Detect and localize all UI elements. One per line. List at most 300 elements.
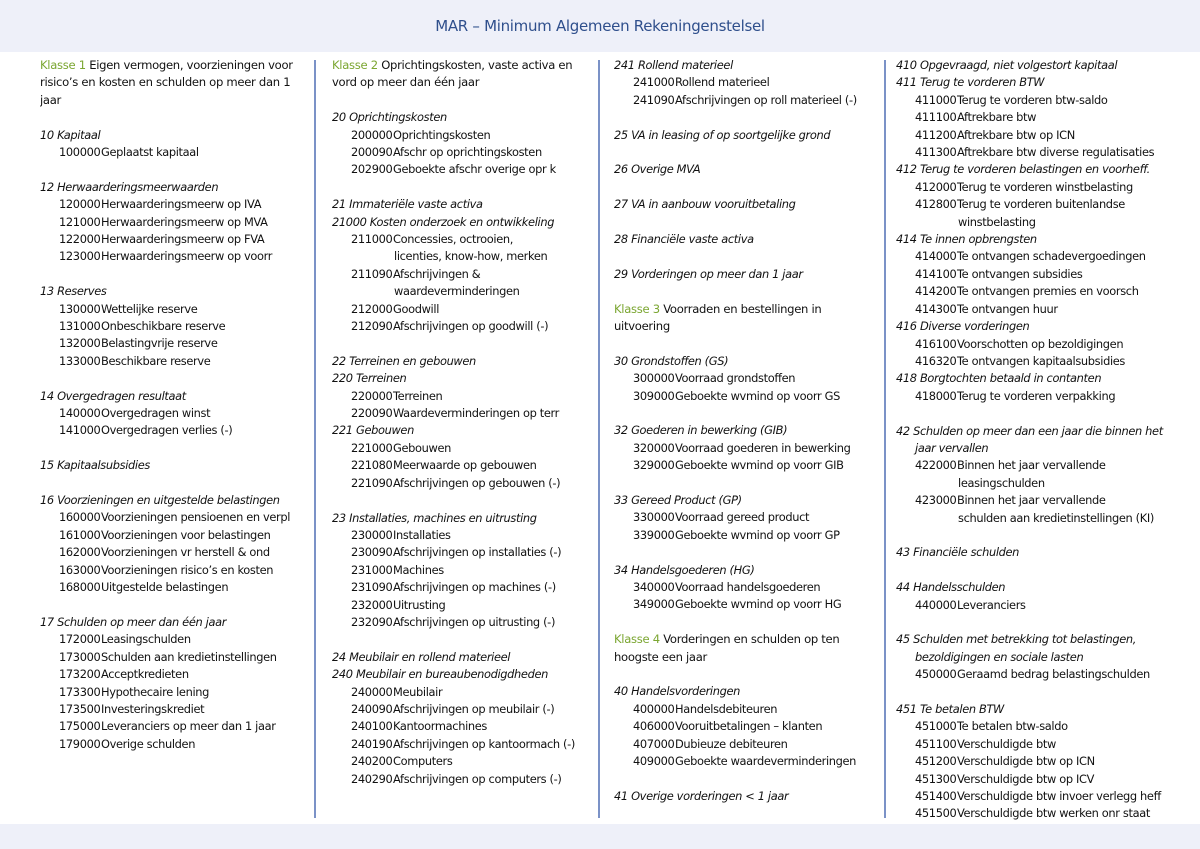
account-code: 212000: [351, 301, 393, 316]
account-row: [332, 144, 588, 161]
account-code: 414100: [915, 266, 957, 281]
klasse-title: Vorderingen en schulden op ten hoogste een jaar: [614, 632, 840, 664]
account-row: [332, 161, 588, 178]
account-row: [614, 718, 880, 735]
account-name: Binnen het jaar vervallende: [957, 493, 1106, 508]
group-heading: 32 Goederen in bewerking (GIB): [614, 423, 788, 438]
account-name: Vooruitbetalingen – klanten: [675, 719, 823, 734]
account-name: Afschrijvingen op roll materieel (-): [675, 92, 857, 107]
account-code: 230000: [351, 527, 393, 542]
account-row: [614, 457, 880, 474]
account-row: [40, 335, 302, 352]
account-name: Uitrusting: [393, 597, 446, 612]
account-row: [332, 388, 588, 405]
account-row: [332, 718, 588, 735]
klasse-title: Voorraden en bestellingen in uitvoering: [614, 301, 822, 333]
account-code: 172000: [59, 632, 101, 647]
group-heading: 23 Installaties, machines en uitrusting: [332, 510, 537, 525]
account-row: [40, 248, 302, 265]
account-name: Kantoormachines: [393, 719, 487, 734]
spacer: [614, 179, 880, 196]
account-name: Voorraad grondstoffen: [675, 371, 796, 386]
group-heading: 16 Voorzieningen en uitgestelde belastingen: [40, 493, 280, 508]
account-code: 416100: [915, 336, 957, 351]
account-row: [896, 805, 1186, 822]
account-row: [896, 336, 1186, 353]
account-row: [614, 596, 880, 613]
account-row: [332, 771, 588, 788]
account-code: 230090: [351, 545, 393, 560]
page-footer: [0, 824, 1200, 849]
account-row: [896, 736, 1186, 753]
account-code: 161000: [59, 527, 101, 542]
account-row: [896, 266, 1186, 283]
klasse-heading: [614, 631, 880, 666]
account-name: Geboekte wvmind op voorr GS: [675, 388, 841, 403]
account-name: Voorzieningen voor belastingen: [101, 527, 271, 542]
account-row: [40, 527, 302, 544]
account-name-continued-text: waardeverminderingen: [394, 284, 520, 299]
group-heading: 43 Financiële schulden: [896, 545, 1020, 560]
account-row: [614, 74, 880, 91]
account-name: Gebouwen: [393, 440, 451, 455]
spacer: [896, 614, 1186, 631]
account-name-continued: [332, 248, 588, 265]
group-heading: 29 Vorderingen op meer dan 1 jaar: [614, 266, 803, 281]
account-name: Afschrijvingen &: [393, 266, 481, 281]
account-code: 414200: [915, 284, 957, 299]
account-row: [896, 92, 1186, 109]
account-row: [614, 579, 880, 596]
account-row: [332, 684, 588, 701]
klasse-number: Klasse 1: [40, 58, 86, 72]
spacer: [40, 597, 302, 614]
account-name: Overgedragen winst: [101, 406, 211, 421]
account-code: 349000: [633, 597, 675, 612]
account-code: 141000: [59, 423, 101, 438]
group-heading: 41 Overige vorderingen < 1 jaar: [614, 788, 789, 803]
account-row: [332, 301, 588, 318]
account-code: 240200: [351, 754, 393, 769]
account-name: Herwaarderingsmeerw op FVA: [101, 232, 265, 247]
account-row: [40, 736, 302, 753]
account-name: Afschrijvingen op meubilair (-): [393, 701, 555, 716]
account-name: Goodwill: [393, 301, 440, 316]
account-name: Oprichtingskosten: [393, 127, 491, 142]
account-code: 240090: [351, 701, 393, 716]
account-name: Aftrekbare btw diverse regulatisaties: [957, 145, 1155, 160]
account-code: 451200: [915, 754, 957, 769]
group-heading: 42 Schulden op meer dan een jaar die binnen het: [896, 423, 1163, 438]
account-name: Voorraad handelsgoederen: [675, 580, 821, 595]
account-row: [40, 631, 302, 648]
account-name: Voorschotten op bezoldigingen: [957, 336, 1124, 351]
account-code: 232090: [351, 614, 393, 629]
account-name: Installaties: [393, 527, 451, 542]
account-name: Verschuldigde btw invoer verlegg heff: [957, 788, 1161, 803]
group-heading: 416 Diverse vorderingen: [896, 319, 1030, 334]
spacer: [40, 475, 302, 492]
spacer: [332, 335, 588, 352]
spacer: [896, 562, 1186, 579]
account-name: Te betalen btw-saldo: [957, 719, 1068, 734]
account-row: [332, 562, 588, 579]
group-heading: 12 Herwaarderingsmeerwaarden: [40, 179, 219, 194]
account-name: Afschrijvingen op goodwill (-): [393, 319, 549, 334]
account-name: Geraamd bedrag belastingschulden: [957, 667, 1150, 682]
account-row: [896, 283, 1186, 300]
account-name-continued-text: leasingschulden: [958, 475, 1045, 490]
account-code: 414000: [915, 249, 957, 264]
account-row: [896, 666, 1186, 683]
account-name: Voorraad goederen in bewerking: [675, 440, 851, 455]
page-title: MAR – Minimum Algemeen Rekeningenstelsel: [435, 17, 765, 35]
spacer: [40, 109, 302, 126]
group-heading: 24 Meubilair en rollend materieel: [332, 649, 511, 664]
account-row: [614, 527, 880, 544]
account-code: 211090: [351, 266, 393, 281]
account-row: [40, 196, 302, 213]
account-code: 409000: [633, 754, 675, 769]
account-code: 329000: [633, 458, 675, 473]
account-code: 422000: [915, 458, 957, 473]
group-heading: 14 Overgedragen resultaat: [40, 388, 186, 403]
column-klasse-4-vervolg: [896, 57, 1186, 822]
spacer: [40, 370, 302, 387]
account-name: Te ontvangen kapitaalsubsidies: [957, 353, 1126, 368]
account-row: [614, 370, 880, 387]
account-name: Concessies, octrooien,: [393, 232, 514, 247]
group-heading: 28 Financiële vaste activa: [614, 232, 754, 246]
account-row: [332, 614, 588, 631]
account-code: 211000: [351, 232, 393, 247]
account-row: [332, 579, 588, 596]
account-name: Leveranciers: [957, 597, 1026, 612]
account-code: 240190: [351, 736, 393, 751]
account-name: Voorzieningen risico’s en kosten: [101, 562, 274, 577]
account-name-continued: [896, 510, 1186, 527]
account-code: 163000: [59, 562, 101, 577]
group-heading: 240 Meubilair en bureaubenodigdheden: [332, 667, 548, 682]
group-heading: 21 Immateriële vaste activa: [332, 197, 483, 212]
account-code: 411300: [915, 145, 957, 160]
account-code: 241090: [633, 92, 675, 107]
account-code: 179000: [59, 736, 101, 751]
account-name: Geboekte wvmind op voorr GIB: [675, 458, 844, 473]
account-code: 130000: [59, 301, 101, 316]
account-row: [896, 353, 1186, 370]
spacer: [332, 92, 588, 109]
account-row: [40, 684, 302, 701]
account-row: [40, 544, 302, 561]
spacer: [332, 492, 588, 509]
account-code: 412800: [915, 197, 957, 212]
column-divider: [314, 60, 316, 818]
account-code: 418000: [915, 388, 957, 403]
spacer: [614, 770, 880, 787]
account-row: [896, 196, 1186, 213]
account-code: 220000: [351, 388, 393, 403]
spacer: [332, 179, 588, 196]
account-code: 330000: [633, 510, 675, 525]
group-heading: 412 Terug te vorderen belastingen en voorheff.: [896, 162, 1150, 177]
account-row: [332, 753, 588, 770]
group-heading: 30 Grondstoffen (GS): [614, 353, 729, 368]
account-code: 451400: [915, 788, 957, 803]
account-row: [40, 422, 302, 439]
account-code: 423000: [915, 493, 957, 508]
account-name: Overige schulden: [101, 736, 196, 751]
account-name-continued-text: schulden aan kredietinstellingen (KI): [958, 510, 1154, 525]
account-row: [896, 788, 1186, 805]
spacer: [896, 527, 1186, 544]
account-name: Herwaarderingsmeerw op MVA: [101, 214, 268, 229]
group-heading: 20 Oprichtingskosten: [332, 110, 447, 125]
account-name-continued: [896, 475, 1186, 492]
account-code: 221080: [351, 458, 393, 473]
klasse-title: Eigen vermogen, voorzieningen voor risico’s en kosten en schulden op meer dan 1 jaar: [40, 58, 293, 107]
account-code: 411000: [915, 92, 957, 107]
account-name: Afschrijvingen op gebouwen (-): [393, 475, 561, 490]
account-name: Leasingschulden: [101, 632, 191, 647]
account-row: [896, 597, 1186, 614]
account-code: 221090: [351, 475, 393, 490]
account-code: 241000: [633, 75, 675, 90]
account-name: Binnen het jaar vervallende: [957, 458, 1106, 473]
spacer: [614, 475, 880, 492]
account-name: Leveranciers op meer dan 1 jaar: [101, 719, 276, 734]
group-heading: 44 Handelsschulden: [896, 580, 1006, 595]
account-code: 168000: [59, 580, 101, 595]
account-name: Geplaatst kapitaal: [101, 145, 199, 160]
group-heading: 27 VA in aanbouw vooruitbetaling: [614, 197, 796, 212]
account-row: [40, 318, 302, 335]
group-heading: 418 Borgtochten betaald in contanten: [896, 371, 1102, 386]
account-row: [332, 475, 588, 492]
account-row: [896, 301, 1186, 318]
account-row: [332, 266, 588, 283]
account-row: [332, 736, 588, 753]
account-row: [614, 753, 880, 770]
spacer: [614, 214, 880, 231]
account-code: 120000: [59, 197, 101, 212]
account-row: [40, 405, 302, 422]
account-code: 221000: [351, 440, 393, 455]
account-code: 414300: [915, 301, 957, 316]
spacer: [614, 666, 880, 683]
account-row: [332, 597, 588, 614]
account-row: [614, 736, 880, 753]
group-heading: 241 Rollend materieel: [614, 58, 733, 72]
account-row: [896, 388, 1186, 405]
account-code: 407000: [633, 736, 675, 751]
account-row: [614, 388, 880, 405]
account-name: Afschrijvingen op uitrusting (-): [393, 614, 556, 629]
group-heading: 26 Overige MVA: [614, 162, 701, 177]
group-heading: 40 Handelsvorderingen: [614, 684, 741, 699]
account-code: 173000: [59, 649, 101, 664]
account-name: Te ontvangen premies en voorsch: [957, 284, 1139, 299]
account-row: [332, 405, 588, 422]
group-heading: 45 Schulden met betrekking tot belastingen,: [896, 632, 1137, 647]
account-name: Afschrijvingen op computers (-): [393, 771, 562, 786]
account-name: Overgedragen verlies (-): [101, 423, 233, 438]
account-code: 240000: [351, 684, 393, 699]
account-code: 320000: [633, 440, 675, 455]
account-name: Verschuldigde btw: [957, 736, 1056, 751]
group-heading: 13 Reserves: [40, 284, 107, 299]
group-heading: 22 Terreinen en gebouwen: [332, 353, 476, 368]
account-row: [896, 179, 1186, 196]
account-code: 406000: [633, 719, 675, 734]
account-name: Aftrekbare btw op ICN: [957, 127, 1075, 142]
account-name: Voorzieningen vr herstell & ond: [101, 545, 270, 560]
account-code: 173500: [59, 701, 101, 716]
account-code: 200000: [351, 127, 393, 142]
account-code: 440000: [915, 597, 957, 612]
spacer: [614, 544, 880, 561]
account-code: 140000: [59, 406, 101, 421]
account-row: [896, 771, 1186, 788]
account-name: Herwaarderingsmeerw op IVA: [101, 197, 262, 212]
account-code: 411100: [915, 110, 957, 125]
account-row: [40, 231, 302, 248]
account-code: 132000: [59, 336, 101, 351]
account-name: Acceptkredieten: [101, 667, 189, 682]
account-row: [896, 753, 1186, 770]
klasse-number: Klasse 3: [614, 301, 660, 316]
account-name: Voorzieningen pensioenen en verpl: [101, 510, 291, 525]
column-divider: [884, 60, 886, 818]
account-code: 300000: [633, 371, 675, 386]
account-code: 202900: [351, 162, 393, 177]
spacer: [614, 283, 880, 300]
group-heading: 33 Gereed Product (GP): [614, 493, 742, 508]
spacer: [614, 614, 880, 631]
account-code: 131000: [59, 319, 101, 334]
spacer: [614, 405, 880, 422]
account-row: [332, 318, 588, 335]
column-klasse-3-4: [614, 57, 880, 822]
account-row: [614, 440, 880, 457]
account-name: Schulden aan kredietinstellingen: [101, 649, 277, 664]
account-name: Voorraad gereed product: [675, 510, 810, 525]
account-name: Geboekte wvmind op voorr GP: [675, 527, 840, 542]
account-code: 231000: [351, 562, 393, 577]
spacer: [40, 266, 302, 283]
account-name: Afschrijvingen op machines (-): [393, 580, 556, 595]
account-code: 173300: [59, 684, 101, 699]
klasse-heading: [614, 301, 880, 336]
account-row: [40, 214, 302, 231]
page-header: [0, 0, 1200, 52]
account-name-continued-text: licenties, know-how, merken: [394, 249, 548, 264]
column-divider: [598, 60, 600, 818]
account-code: 175000: [59, 719, 101, 734]
group-heading: 10 Kapitaal: [40, 127, 101, 142]
account-code: 122000: [59, 232, 101, 247]
account-code: 231090: [351, 580, 393, 595]
account-name: Computers: [393, 754, 453, 769]
account-code: 232000: [351, 597, 393, 612]
account-name: Handelsdebiteuren: [675, 701, 778, 716]
spacer: [896, 684, 1186, 701]
account-code: 212090: [351, 319, 393, 334]
account-code: 240290: [351, 771, 393, 786]
group-heading-continued: bezoldigingen en sociale lasten: [915, 649, 1084, 664]
account-code: 200090: [351, 145, 393, 160]
account-name: Belastingvrije reserve: [101, 336, 218, 351]
account-code: 400000: [633, 701, 675, 716]
account-name: Terreinen: [393, 388, 443, 403]
account-code: 162000: [59, 545, 101, 560]
spacer: [332, 631, 588, 648]
group-heading: 410 Opgevraagd, niet volgestort kapitaal: [896, 58, 1118, 72]
column-klasse-1: [40, 57, 302, 822]
account-code: 451100: [915, 736, 957, 751]
account-name: Waardeverminderingen op terr: [393, 406, 559, 421]
account-code: 411200: [915, 127, 957, 142]
account-name: Terug te vorderen buitenlandse: [957, 197, 1125, 212]
account-row: [896, 127, 1186, 144]
spacer: [40, 161, 302, 178]
account-row: [40, 701, 302, 718]
account-row: [896, 457, 1186, 474]
account-name: Terug te vorderen verpakking: [957, 388, 1116, 403]
account-row: [896, 144, 1186, 161]
account-name: Te ontvangen subsidies: [957, 266, 1083, 281]
group-heading: 25 VA in leasing of op soortgelijke grond: [614, 127, 831, 142]
account-name: Beschikbare reserve: [101, 353, 211, 368]
account-name: Terug te vorderen btw-saldo: [957, 92, 1108, 107]
account-code: 123000: [59, 249, 101, 264]
account-row: [40, 718, 302, 735]
account-code: 450000: [915, 667, 957, 682]
account-row: [614, 701, 880, 718]
account-row: [332, 127, 588, 144]
account-name: Investeringskrediet: [101, 701, 205, 716]
account-code: 173200: [59, 667, 101, 682]
account-code: 220090: [351, 406, 393, 421]
account-row: [896, 718, 1186, 735]
account-name: Geboekte wvmind op voorr HG: [675, 597, 842, 612]
group-heading: 15 Kapitaalsubsidies: [40, 458, 150, 473]
group-heading: 17 Schulden op meer dan één jaar: [40, 614, 227, 629]
account-name: Verschuldigde btw op ICV: [957, 771, 1095, 786]
account-name: Meerwaarde op gebouwen: [393, 458, 537, 473]
account-row: [40, 666, 302, 683]
account-name-continued-text: winstbelasting: [958, 214, 1036, 229]
klasse-title: Oprichtingskosten, vaste activa en vord op meer dan één jaar: [332, 58, 573, 90]
column-klasse-2: [332, 57, 588, 822]
group-heading: 411 Terug te vorderen BTW: [896, 75, 1045, 90]
group-heading: 21000 Kosten onderzoek en ontwikkeling: [332, 214, 555, 229]
account-name-continued: [896, 214, 1186, 231]
klasse-heading: [332, 57, 588, 92]
account-row: [40, 562, 302, 579]
account-code: 412000: [915, 179, 957, 194]
account-row: [40, 579, 302, 596]
spacer: [896, 405, 1186, 422]
account-name: Uitgestelde belastingen: [101, 580, 229, 595]
account-code: 340000: [633, 580, 675, 595]
spacer: [40, 440, 302, 457]
spacer: [614, 109, 880, 126]
account-row: [332, 231, 588, 248]
account-row: [614, 509, 880, 526]
account-name: Te ontvangen huur: [957, 301, 1058, 316]
account-name: Geboekte waardeverminderingen: [675, 754, 857, 769]
